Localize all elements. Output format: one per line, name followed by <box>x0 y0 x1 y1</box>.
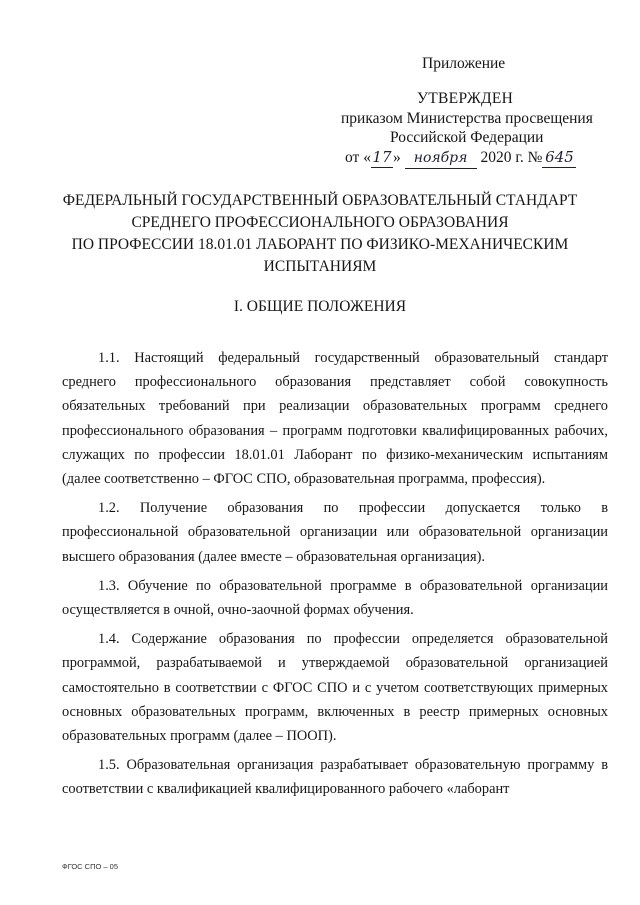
date-quote-close: » <box>392 149 401 166</box>
approved-label: УТВЕРЖДЕН <box>417 90 514 107</box>
federation-line: Российской Федерации <box>390 129 544 146</box>
date-prefix: от « <box>345 149 371 166</box>
paragraph-1-5: 1.5. Образовательная организация разрабатывает образовательную программу в соответствии с квалификацией квалифицированного рабочего «лаборант <box>62 757 608 798</box>
order-date-line <box>345 147 576 169</box>
title-line-2: СРЕДНЕГО ПРОФЕССИОНАЛЬНОГО ОБРАЗОВАНИЯ <box>131 214 509 231</box>
handwritten-day: 17 <box>372 148 392 166</box>
order-line: приказом Министерства просвещения <box>341 110 593 127</box>
title-line-1: ФЕДЕРАЛЬНЫЙ ГОСУДАРСТВЕННЫЙ ОБРАЗОВАТЕЛЬНЫЙ СТАНДАРТ <box>62 192 578 209</box>
paragraph-1-1: 1.1. Настоящий федеральный государственный образовательный стандарт среднего профессионального образования представляет собой совокупность обязательных требований при реализации образовательных программ среднего профессионального образования – программ подготовки квалифицированных рабочих, служащих по профессии 18.01.01 Лаборант по физико-механическим испытаниям (далее соответственно – ФГОС СПО, образовательная программа, профессия). <box>62 350 608 488</box>
title-line-3: ПО ПРОФЕССИИ 18.01.01 ЛАБОРАНТ ПО ФИЗИКО-МЕХАНИЧЕСКИМ <box>71 236 569 253</box>
handwritten-month: ноября <box>405 148 477 169</box>
year-text: 2020 г. № <box>480 149 543 166</box>
section-heading: I. ОБЩИЕ ПОЛОЖЕНИЯ <box>233 298 407 315</box>
body-text <box>62 346 608 807</box>
title-line-4: ИСПЫТАНИЯМ <box>263 258 377 275</box>
handwritten-order-number: 645 <box>542 147 576 168</box>
paragraph-1-2: 1.2. Получение образования по профессии допускается только в профессиональной образовательной организации или образовательной организации высшего образования (далее вместе – образовательная организация). <box>62 500 608 565</box>
document-title <box>40 190 600 278</box>
paragraph-1-3: 1.3. Обучение по образовательной программе в образовательной организации осуществляется в очной, очно-заочной формах обучения. <box>62 577 608 619</box>
footer-code: ФГОС СПО – 05 <box>62 862 118 871</box>
appendix-label: Приложение <box>422 55 506 72</box>
paragraph-1-4: 1.4. Содержание образования по профессии определяется образовательной программой, разрабатываемой и утверждаемой образовательной организацией самостоятельно в соответствии с ФГОС СПО и с учетом соответствующих примерных основных образовательных программ, включенных в реестр примерных основных образовательных программ (далее – ПООП). <box>62 631 608 745</box>
